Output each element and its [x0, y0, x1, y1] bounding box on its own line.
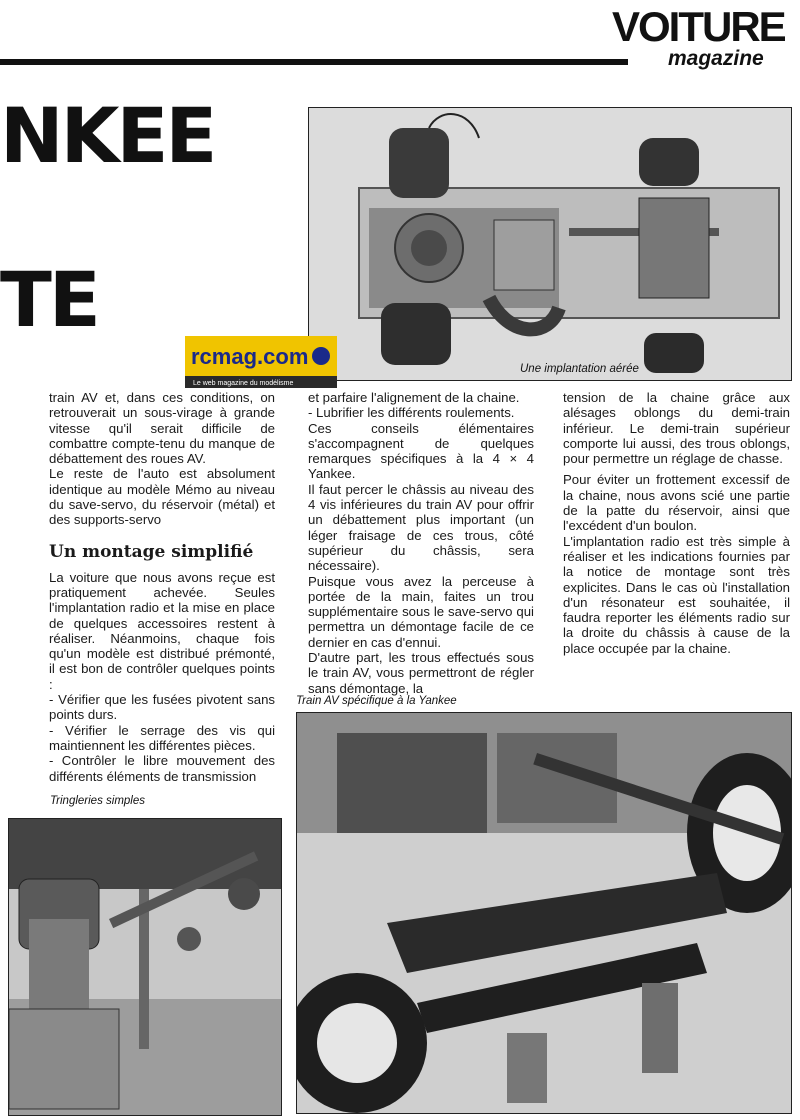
- bullet-item: - Lubrifier les différents roulements.: [308, 405, 515, 421]
- headline-line-2: TE: [0, 255, 98, 344]
- section-subheading: Un montage simplifié: [49, 541, 254, 562]
- masthead-rule: [0, 59, 628, 65]
- paragraph: D'autre part, les trous effectués sous le train AV, vous permettront de régler sans démontage, la: [308, 650, 534, 696]
- paragraph: train AV et, dans ces conditions, on retrouverait un sous-virage à grande vitesse qu'il serait difficile de combattre compte-tenu du manque de débattement des roues AV.: [49, 390, 275, 467]
- masthead-subtitle: magazine: [668, 47, 764, 70]
- engine-linkage-photo: [8, 818, 282, 1116]
- svg-text:rcmag.com: rcmag.com: [191, 344, 309, 369]
- paragraph: La voiture que nous avons reçue est pratiquement achevée. Seules l'implantation radio et la mise en place de quelques accessoires restent à réaliser. Néanmoins, chaque fois qu'un modèle est distribué prémonté, il est bon de contrôler quelques points :: [49, 569, 275, 692]
- svg-text:Le web magazine du modélisme: Le web magazine du modélisme: [193, 380, 294, 387]
- article-column-1: [49, 390, 275, 784]
- bullet-item: - Vérifier le serrage des vis qui maintiennent les différentes pièces.: [49, 722, 275, 753]
- paragraph: Il faut percer le châssis au niveau des 4 vis inférieures du train AV pour offrir un débattement plus important (un léger fraisage de ces trous, côté supérieur du châssis, sera nécessaire).: [308, 481, 534, 574]
- paragraph: et parfaire l'alignement de la chaine.: [308, 390, 520, 405]
- article-column-3: [563, 390, 790, 656]
- bullet-item: - Vérifier que les fusées pivotent sans points durs.: [49, 692, 275, 723]
- caption-front-photo: Train AV spécifique à la Yankee: [296, 695, 457, 707]
- paragraph: Pour éviter un frottement excessif de la chaine, nous avons scié une partie de la patte du réservoir, ainsi que l'excédent d'un boulon.: [563, 472, 790, 534]
- rcmag-logo: [185, 336, 337, 388]
- caption-top-photo: Une implantation aérée: [520, 363, 639, 375]
- chassis-top-photo: [308, 107, 792, 381]
- caption-engine-photo: Tringleries simples: [50, 795, 146, 807]
- headline-line-1: NKEE: [0, 91, 215, 180]
- article-column-2: [308, 390, 534, 696]
- front-axle-photo: [296, 712, 792, 1114]
- bullet-item: - Contrôler le libre mouvement des différents éléments de transmission: [49, 753, 275, 784]
- paragraph: tension de la chaine grâce aux alésages oblongs du demi-train inférieur. Le demi-train supérieur comporte lui aussi, des trous oblongs, pour permettre un réglage de chasse.: [563, 390, 790, 467]
- paragraph: Ces conseils élémentaires s'accompagnent de quelques remarques spécifiques à la 4 × 4 Yankee.: [308, 420, 534, 482]
- paragraph: Puisque vous avez la perceuse à portée de la main, faites un trou supplémentaire sous le save-servo qui permettra un démontage facile de ce dernier en cas d'ennui.: [308, 573, 534, 650]
- masthead-title: VOITURE: [612, 3, 785, 50]
- paragraph: Le reste de l'auto est absolument identique au modèle Mémo au niveau du save-servo, du réservoir (métal) et des supports-servo: [49, 466, 275, 528]
- paragraph: L'implantation radio est très simple à réaliser et les indications fournies par la notice de montage sont très explicites. Dans le cas où l'installation d'un résonateur est souhaitée, il faudra reporter les éléments radio sur la droite du châssis à cause de la place occupée par la chaine.: [563, 533, 790, 656]
